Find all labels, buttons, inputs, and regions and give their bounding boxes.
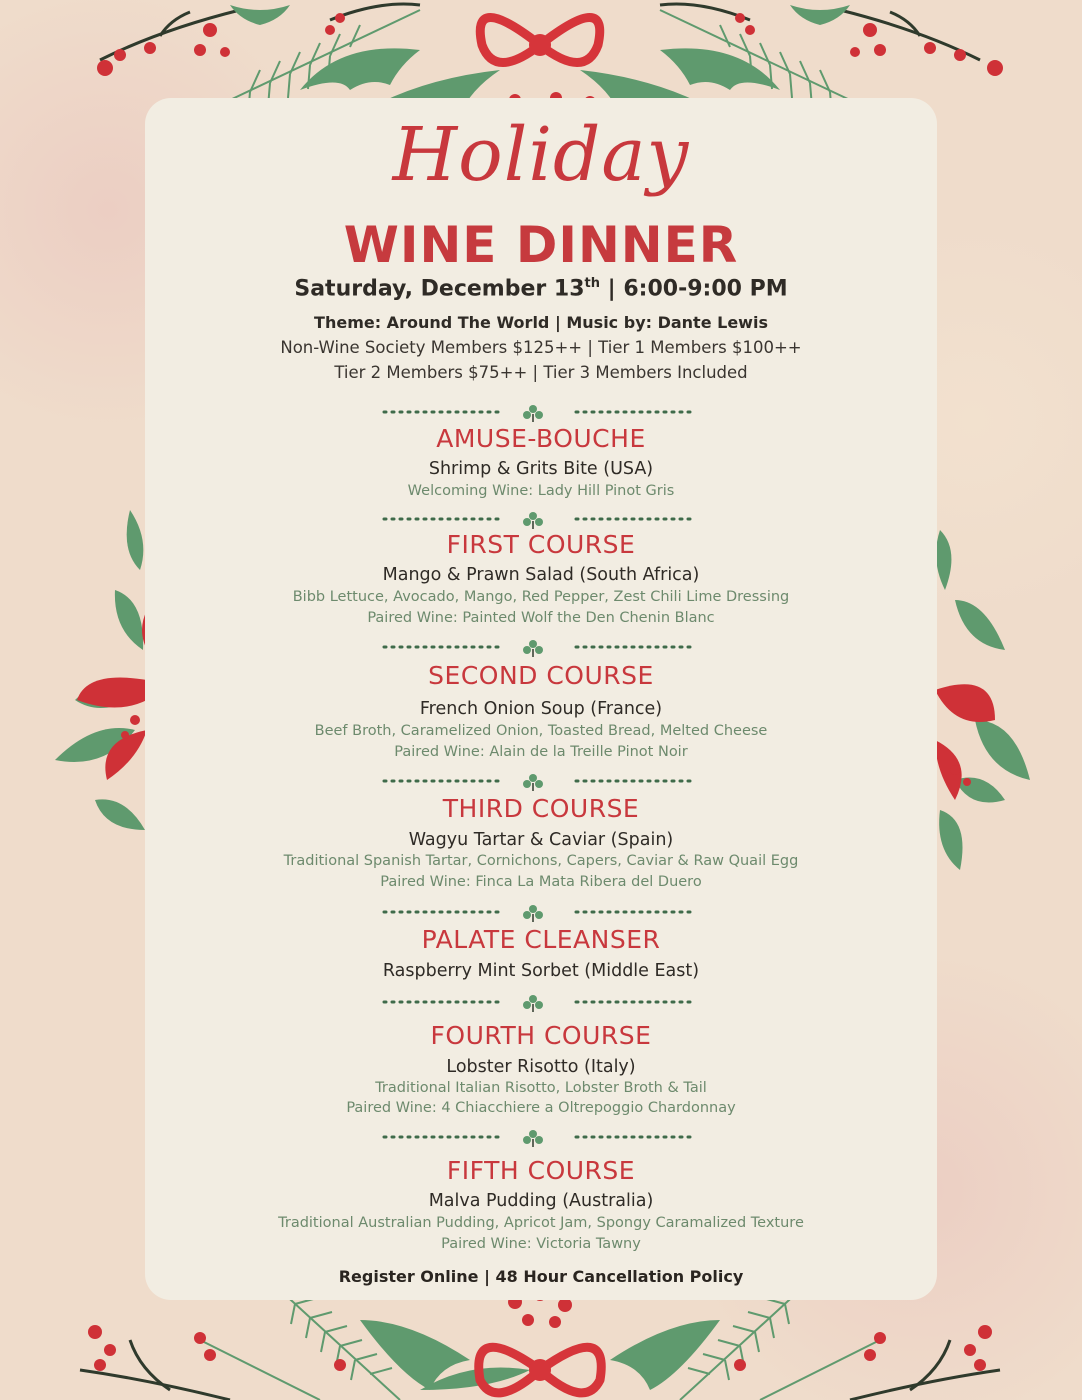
divider-clover-icon (380, 637, 700, 657)
course-title: SECOND COURSE (428, 661, 654, 690)
course-wine: Paired Wine: Alain de la Treille Pinot Noir (394, 744, 688, 760)
course-title: PALATE CLEANSER (421, 925, 661, 954)
course-description: Traditional Spanish Tartar, Cornichons, Capers, Caviar & Raw Quail Egg (283, 853, 799, 869)
course-title: THIRD COURSE (442, 794, 640, 823)
left-poinsettia-icon (55, 500, 147, 860)
course-title: FIRST COURSE (446, 530, 636, 559)
divider-clover-icon (380, 509, 700, 529)
course-wine: Paired Wine: Painted Wolf the Den Chenin Blanc (367, 610, 715, 626)
event-date-time (145, 276, 937, 301)
course-dish: Raspberry Mint Sorbet (Middle East) (382, 961, 700, 981)
divider-clover-icon (380, 992, 700, 1012)
pricing-line-1: Non-Wine Society Members $125++ | Tier 1 Members $100++ (280, 338, 802, 357)
event-theme: Theme: Around The World | Music by: Dante Lewis (314, 313, 768, 332)
divider-clover-icon (380, 771, 700, 791)
course-dish: French Onion Soup (France) (419, 699, 663, 719)
course-wine: Paired Wine: 4 Chiacchiere a Oltrepoggio Chardonnay (346, 1100, 736, 1116)
event-date: Saturday, December 13 (294, 276, 585, 302)
course-description: Bibb Lettuce, Avocado, Mango, Red Pepper, Zest Chili Lime Dressing (292, 589, 790, 605)
course-title: FIFTH COURSE (446, 1156, 636, 1185)
course-title: FOURTH COURSE (430, 1021, 652, 1050)
course-wine: Welcoming Wine: Lady Hill Pinot Gris (407, 483, 675, 499)
course-dish: Wagyu Tartar & Caviar (Spain) (408, 830, 674, 850)
course-dish: Mango & Prawn Salad (South Africa) (382, 565, 700, 585)
course-description: Traditional Italian Risotto, Lobster Broth & Tail (375, 1080, 707, 1096)
course-description: Beef Broth, Caramelized Onion, Toasted Bread, Melted Cheese (314, 723, 768, 739)
date-ordinal: th (584, 276, 600, 291)
divider-clover-icon (380, 902, 700, 922)
event-title: WINE DINNER (343, 216, 739, 274)
course-wine: Paired Wine: Finca La Mata Ribera del Duero (380, 874, 702, 890)
course-title: AMUSE-BOUCHE (436, 424, 646, 453)
event-time: | 6:00-9:00 PM (607, 276, 788, 302)
footer-note: Register Online | 48 Hour Cancellation Policy (338, 1267, 744, 1286)
right-poinsettia-icon (935, 520, 1030, 880)
course-dish: Shrimp & Grits Bite (USA) (428, 459, 654, 479)
script-title: Holiday (392, 112, 690, 198)
course-dish: Malva Pudding (Australia) (428, 1191, 654, 1211)
menu-card (145, 98, 937, 1300)
course-description: Traditional Australian Pudding, Apricot Jam, Spongy Caramalized Texture (278, 1215, 804, 1231)
divider-clover-icon (380, 1127, 700, 1147)
divider-clover-icon (380, 402, 700, 422)
pricing-line-2: Tier 2 Members $75++ | Tier 3 Members Included (334, 363, 748, 382)
course-dish: Lobster Risotto (Italy) (446, 1057, 636, 1077)
course-wine: Paired Wine: Victoria Tawny (441, 1236, 641, 1252)
